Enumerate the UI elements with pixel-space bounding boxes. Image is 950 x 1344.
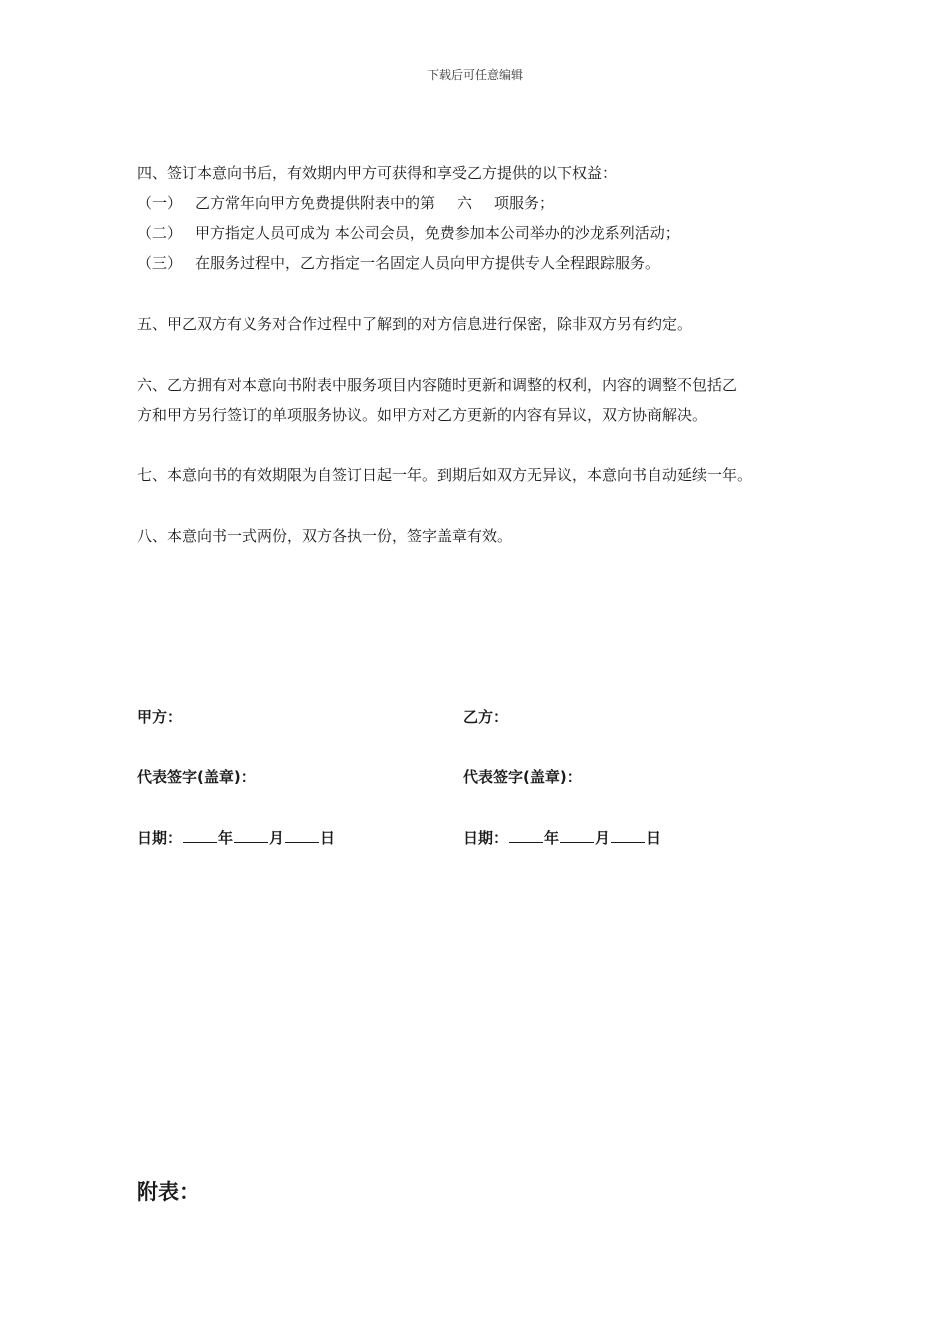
clause-4-item-2 [137,223,680,243]
month-label: 月 [269,829,285,847]
item-marker: （一） [137,194,183,212]
date-label: 日期： [137,829,183,847]
day-label: 日 [646,829,662,847]
year-blank [509,828,543,843]
clause-4-intro: 四、签订本意向书后，有效期内甲方可获得和享受乙方提供的以下权益： [137,164,618,182]
item-fill-value: 六 [457,194,473,212]
party-b-label: 乙方： [463,708,509,726]
clause-6-line-2: 方和甲方另行签订的单项服务协议。如甲方对乙方更新的内容有异议，双方协商解决。 [137,406,708,424]
month-label: 月 [595,829,611,847]
item-text: 甲方指定人员可成为 本公司会员，免费参加本公司举办的沙龙系列活动； [195,224,680,242]
date-label: 日期： [463,829,509,847]
year-label: 年 [544,829,560,847]
clause-4-item-1 [137,193,554,213]
party-b-rep-label: 代表签字(盖章)： [463,768,582,786]
clause-4-item-3 [137,253,660,273]
month-blank [560,828,594,843]
party-b-date [463,828,661,848]
year-label: 年 [218,829,234,847]
clause-6-line-1: 六、乙方拥有对本意向书附表中服务项目内容随时更新和调整的权利，内容的调整不包括乙 [137,376,738,394]
month-blank [234,828,268,843]
clause-8: 八、本意向书一式两份，双方各执一份，签字盖章有效。 [137,527,513,545]
item-text-before: 乙方常年向甲方免费提供附表中的第 [195,194,436,212]
party-a-rep-label: 代表签字(盖章)： [137,768,256,786]
item-marker: （三） [137,254,183,272]
day-blank [285,828,319,843]
clause-7: 七、本意向书的有效期限为自签订日起一年。到期后如双方无异议，本意向书自动延续一年。 [137,466,753,484]
party-a-label: 甲方： [137,708,183,726]
header-note: 下载后可任意编辑 [426,68,523,82]
year-blank [183,828,217,843]
party-a-date [137,828,335,848]
day-label: 日 [320,829,336,847]
day-blank [611,828,645,843]
item-text: 在服务过程中，乙方指定一名固定人员向甲方提供专人全程跟踪服务。 [195,254,661,272]
appendix-title: 附表： [137,1180,200,1204]
item-marker: （二） [137,224,183,242]
clause-5: 五、甲乙双方有义务对合作过程中了解到的对方信息进行保密，除非双方另有约定。 [137,315,693,333]
item-text-after: 项服务； [494,194,555,212]
